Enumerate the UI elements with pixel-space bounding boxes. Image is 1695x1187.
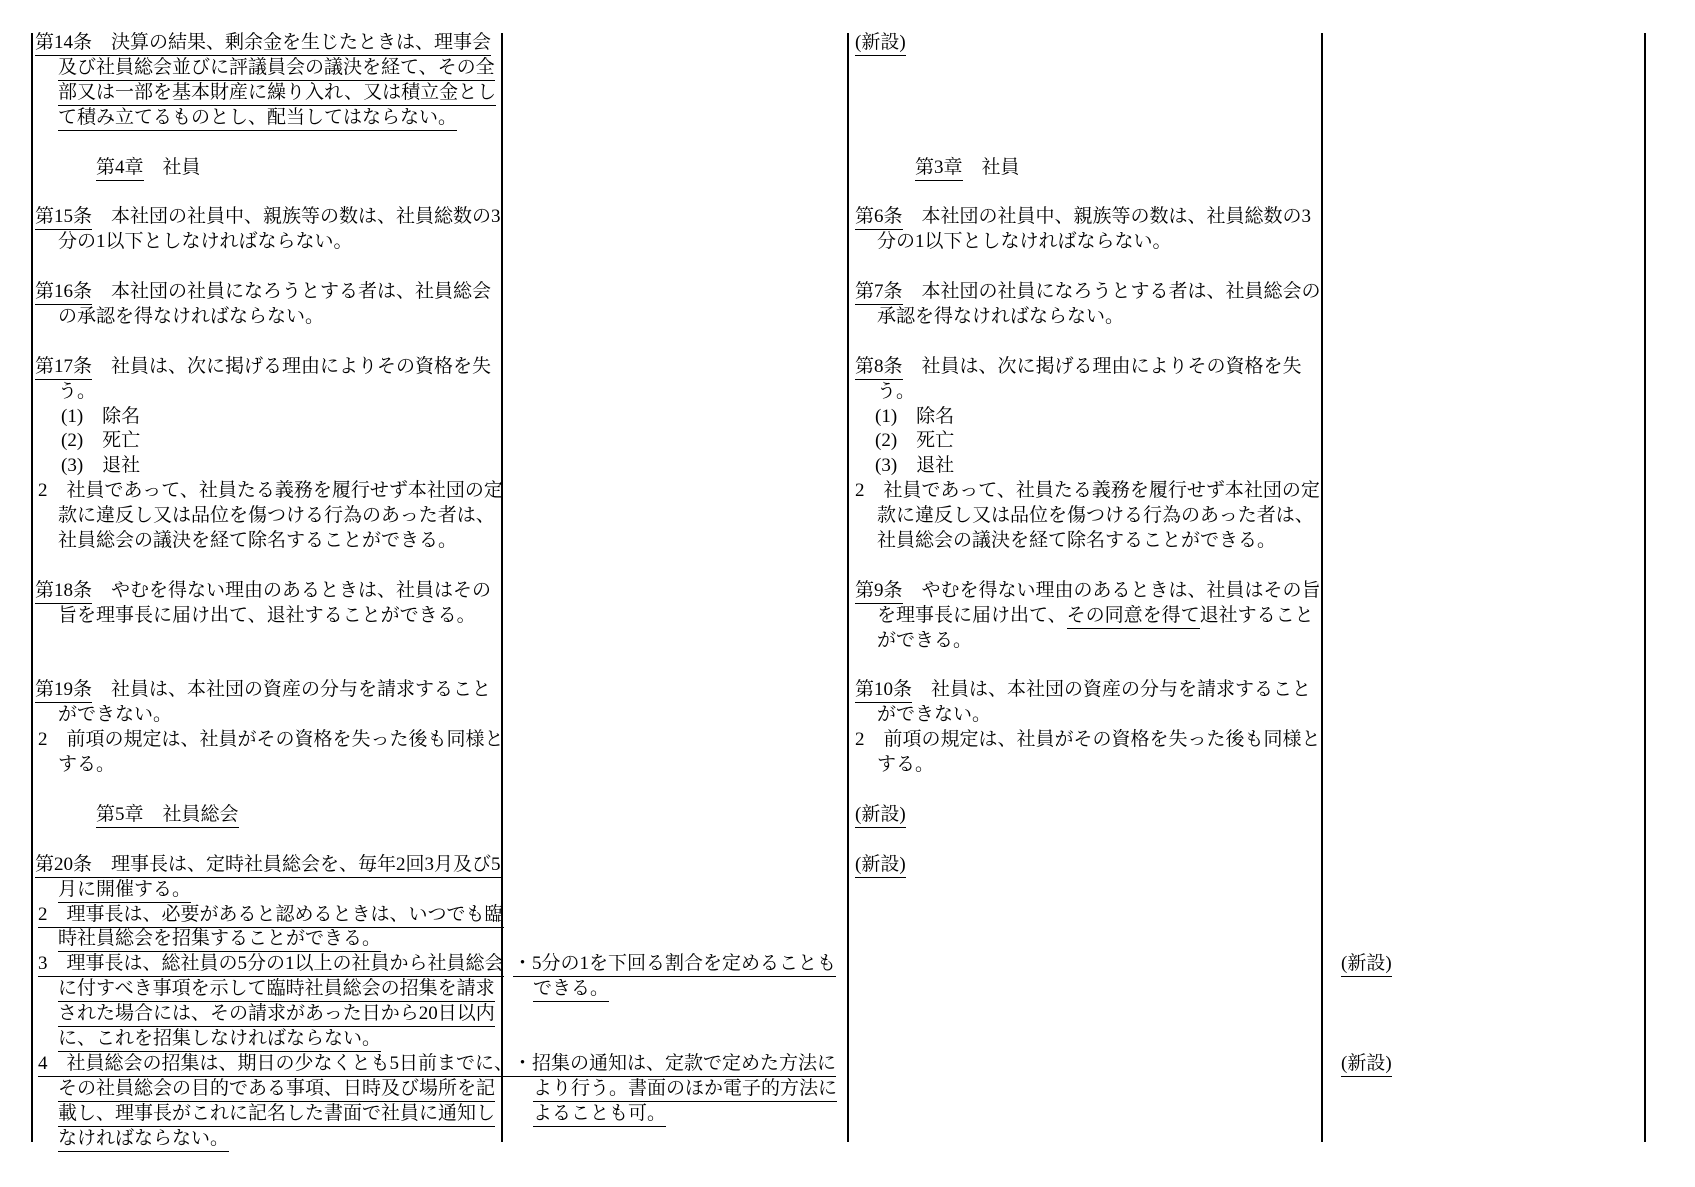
new-provisions-column-line: [58, 976, 495, 1001]
new-provisions-column-line: [58, 603, 476, 628]
text-segment: 本社団の社員中、親族等の数は、社員総数の3: [902, 206, 1312, 228]
underlined-text-segment: (新設): [1341, 1053, 1392, 1077]
old-provisions-column-line: [855, 478, 1320, 503]
text-segment: (2) 死亡: [875, 430, 955, 452]
new-provision-notes-column-line: [533, 1076, 837, 1101]
text-segment: の承認を得なければならない。: [58, 305, 325, 327]
text-segment: 社員総会の議決を経て除名することができる。: [58, 530, 458, 551]
old-provisions-column-line: [855, 578, 1321, 603]
text-segment: 分の1以下としなければならない。: [58, 231, 353, 253]
text-segment: 社員は、次に掲げる理由によりその資格を失: [902, 355, 1302, 377]
underlined-text-segment: 部又は一部を基本財産に繰り入れ、又は積立金とし: [58, 82, 496, 106]
new-provisions-column-line: [58, 229, 353, 254]
underlined-text-segment: 第15条: [35, 206, 92, 230]
new-provisions-column-line: [58, 1001, 495, 1026]
text-segment: 社員総会の議決を経て除名することができる。: [877, 530, 1277, 551]
new-provisions-column-line: [58, 55, 495, 80]
underlined-text-segment: 第8条: [855, 356, 903, 380]
text-segment: 分の1以下としなければならない。: [877, 231, 1172, 253]
underlined-text-segment: 第3章: [915, 157, 963, 181]
new-provisions-column-line: [58, 528, 457, 553]
new-provisions-column-line: [35, 30, 491, 55]
old-provisions-column-line: [855, 727, 1321, 752]
text-segment: 2 社員であって、社員たる義務を履行せず本社団の定: [855, 480, 1320, 502]
old-provisions-column-line: [915, 155, 1020, 180]
table-left-border: [31, 33, 33, 1142]
text-segment: 款に違反し又は品位を傷つける行為のあった者は、: [877, 505, 1314, 527]
underlined-text-segment: 第14条 決算の結果、剰余金を生じたときは、理事会: [35, 32, 491, 56]
text-segment: 旨を理事長に届け出て、退社することができる。: [58, 604, 476, 626]
text-segment: する。: [58, 754, 116, 776]
new-provisions-column-line: [38, 1051, 513, 1076]
text-segment: 社員: [962, 156, 1020, 178]
text-segment: 退社すること: [1199, 604, 1314, 626]
new-provisions-column-line: [61, 428, 140, 453]
underlined-text-segment: 第17条: [35, 356, 92, 380]
underlined-text-segment: 載し、理事長がこれに記名した書面で社員に通知し: [58, 1103, 495, 1127]
text-segment: する。: [877, 754, 935, 776]
underlined-text-segment: 第18条: [35, 580, 92, 604]
old-provisions-column-line: [855, 354, 1302, 379]
text-segment: 承認を得なければならない。: [877, 305, 1125, 327]
new-provisions-column-line: [58, 1126, 229, 1151]
text-segment: 2 前項の規定は、社員がその資格を失った後も同様と: [855, 729, 1321, 751]
new-provisions-column-line: [38, 478, 503, 503]
text-segment: (1) 除名: [61, 405, 141, 427]
text-segment: 社員は、本社団の資産の分与を請求すること: [92, 679, 492, 701]
new-provision-notes-column-line: [533, 976, 609, 1001]
column-divider: [847, 33, 849, 1142]
text-segment: ができない。: [877, 704, 992, 726]
underlined-text-segment: された場合には、その請求があった日から20日以内: [58, 1003, 495, 1027]
table-right-border: [1644, 33, 1646, 1142]
underlined-text-segment: 時社員総会を招集することができる。: [58, 928, 381, 952]
new-provisions-column-line: [96, 802, 239, 827]
old-provisions-column-line: [877, 702, 991, 727]
text-segment: 本社団の社員中、親族等の数は、社員総数の3: [92, 206, 501, 228]
old-provisions-column-line: [855, 852, 906, 877]
old-provisions-column-line: [855, 279, 1321, 304]
new-provisions-column-line: [35, 852, 501, 877]
underlined-text-segment: 第4章: [96, 157, 144, 181]
underlined-text-segment: よることも可。: [533, 1103, 666, 1127]
new-provisions-column-line: [58, 877, 191, 902]
underlined-text-segment: 4 社員総会の招集は、期日の少なくとも5日前までに、: [38, 1053, 513, 1077]
underlined-text-segment: 第19条: [35, 679, 92, 703]
underlined-text-segment: (新設): [1341, 953, 1392, 977]
underlined-text-segment: て積み立てるものとし、配当してはならない。: [58, 107, 457, 131]
underlined-text-segment: なければならない。: [58, 1128, 229, 1152]
underlined-text-segment: できる。: [533, 978, 609, 1002]
new-provisions-column-line: [58, 926, 381, 951]
underlined-text-segment: より行う。書面のほか電子的方法に: [533, 1078, 837, 1102]
text-segment: 款に違反し又は品位を傷つける行為のあった者は、: [58, 505, 495, 527]
new-provisions-column-line: [38, 951, 504, 976]
text-segment: (3) 退社: [61, 455, 141, 477]
old-provisions-column-line: [877, 603, 1314, 628]
new-provisions-column-line: [61, 453, 140, 478]
text-segment: やむを得ない理由のあるときは、社員はその旨: [902, 579, 1321, 601]
text-segment: 社員は、次に掲げる理由によりその資格を失: [92, 355, 492, 377]
underlined-text-segment: に、これを招集しなければならない。: [58, 1028, 381, 1052]
new-provisions-column-line: [35, 578, 491, 603]
new-provision-notes-column-line: [533, 1101, 666, 1126]
old-provisions-column-line: [855, 30, 906, 55]
underlined-text-segment: 第5章 社員総会: [96, 804, 239, 828]
new-provisions-column-line: [35, 677, 491, 702]
underlined-text-segment: (新設): [855, 854, 906, 878]
new-provisions-column-line: [58, 1076, 495, 1101]
text-segment: う。: [877, 380, 916, 402]
underlined-text-segment: 第7条: [855, 281, 903, 305]
new-provisions-column-line: [61, 404, 140, 429]
text-segment: 本社団の社員になろうとする者は、社員総会: [92, 281, 492, 302]
new-provisions-column-line: [35, 279, 491, 304]
new-provisions-column-line: [58, 1026, 381, 1051]
underlined-text-segment: 第20条 理事長は、定時社員総会を、毎年2回3月及び5: [35, 854, 501, 878]
text-segment: やむを得ない理由のあるときは、社員はその: [92, 579, 492, 601]
old-provisions-column-line: [855, 677, 1311, 702]
new-provisions-column-line: [58, 80, 496, 105]
underlined-text-segment: ・招集の通知は、定款で定めた方法に: [513, 1053, 836, 1077]
old-provisions-column-line: [855, 204, 1311, 229]
underlined-text-segment: 第9条: [855, 580, 903, 604]
old-provision-notes-column-line: [1341, 1051, 1392, 1076]
old-provisions-column-line: [875, 428, 954, 453]
old-provisions-column-line: [877, 752, 934, 777]
underlined-text-segment: 第6条: [855, 206, 903, 230]
underlined-text-segment: (新設): [855, 804, 906, 828]
old-provisions-column-line: [877, 628, 972, 653]
text-segment: (3) 退社: [875, 455, 955, 477]
new-provisions-column-line: [58, 1101, 495, 1126]
underlined-text-segment: に付すべき事項を示して臨時社員総会の招集を請求: [58, 978, 495, 1002]
old-provisions-column-line: [877, 304, 1124, 329]
old-provision-notes-column-line: [1341, 951, 1392, 976]
new-provisions-column-line: [35, 204, 501, 229]
new-provisions-column-line: [96, 155, 201, 180]
new-provisions-column-line: [38, 727, 504, 752]
text-segment: 2 社員であって、社員たる義務を履行せず本社団の定: [38, 480, 503, 502]
text-segment: う。: [58, 380, 97, 402]
old-provisions-column-line: [855, 802, 906, 827]
new-provisions-column-line: [35, 354, 491, 379]
new-provisions-column-line: [58, 304, 324, 329]
new-provisions-column-line: [58, 752, 115, 777]
text-segment: 社員: [143, 156, 201, 178]
new-provision-notes-column-line: [513, 1051, 836, 1076]
underlined-text-segment: 第10条: [855, 679, 912, 703]
column-divider: [1321, 33, 1323, 1142]
underlined-text-segment: ・5分の1を下回る割合を定めることも: [513, 953, 836, 977]
old-provisions-column-line: [877, 528, 1276, 553]
underlined-text-segment: その社員総会の目的である事項、日時及び場所を記: [58, 1078, 495, 1102]
new-provisions-column-line: [58, 503, 495, 528]
new-provision-notes-column-line: [513, 951, 836, 976]
text-segment: (1) 除名: [875, 405, 955, 427]
underlined-text-segment: 3 理事長は、総社員の5分の1以上の社員から社員総会: [38, 953, 504, 977]
old-provisions-column-line: [877, 379, 915, 404]
old-provisions-column-line: [877, 503, 1314, 528]
underlined-text-segment: 月に開催する。: [58, 879, 191, 903]
underlined-text-segment: その同意を得て: [1067, 605, 1200, 629]
text-segment: (2) 死亡: [61, 430, 141, 452]
underlined-text-segment: 第16条: [35, 281, 92, 305]
text-segment: 本社団の社員になろうとする者は、社員総会の: [902, 281, 1321, 302]
new-provisions-column-line: [58, 702, 172, 727]
old-provisions-column-line: [875, 453, 954, 478]
new-provisions-column-line: [38, 902, 504, 927]
text-segment: ができる。: [877, 629, 973, 651]
text-segment: 2 前項の規定は、社員がその資格を失った後も同様と: [38, 729, 504, 751]
text-segment: を理事長に届け出て、: [877, 604, 1067, 626]
old-provisions-column-line: [877, 229, 1172, 254]
underlined-text-segment: (新設): [855, 32, 906, 56]
text-segment: ができない。: [58, 704, 173, 726]
text-segment: 社員は、本社団の資産の分与を請求すること: [912, 679, 1312, 701]
new-provisions-column-line: [58, 105, 457, 130]
underlined-text-segment: 及び社員総会並びに評議員会の議決を経て、その全: [58, 57, 495, 81]
old-provisions-column-line: [875, 404, 954, 429]
underlined-text-segment: 2 理事長は、必要があると認めるときは、いつでも臨: [38, 904, 504, 928]
new-provisions-column-line: [58, 379, 96, 404]
